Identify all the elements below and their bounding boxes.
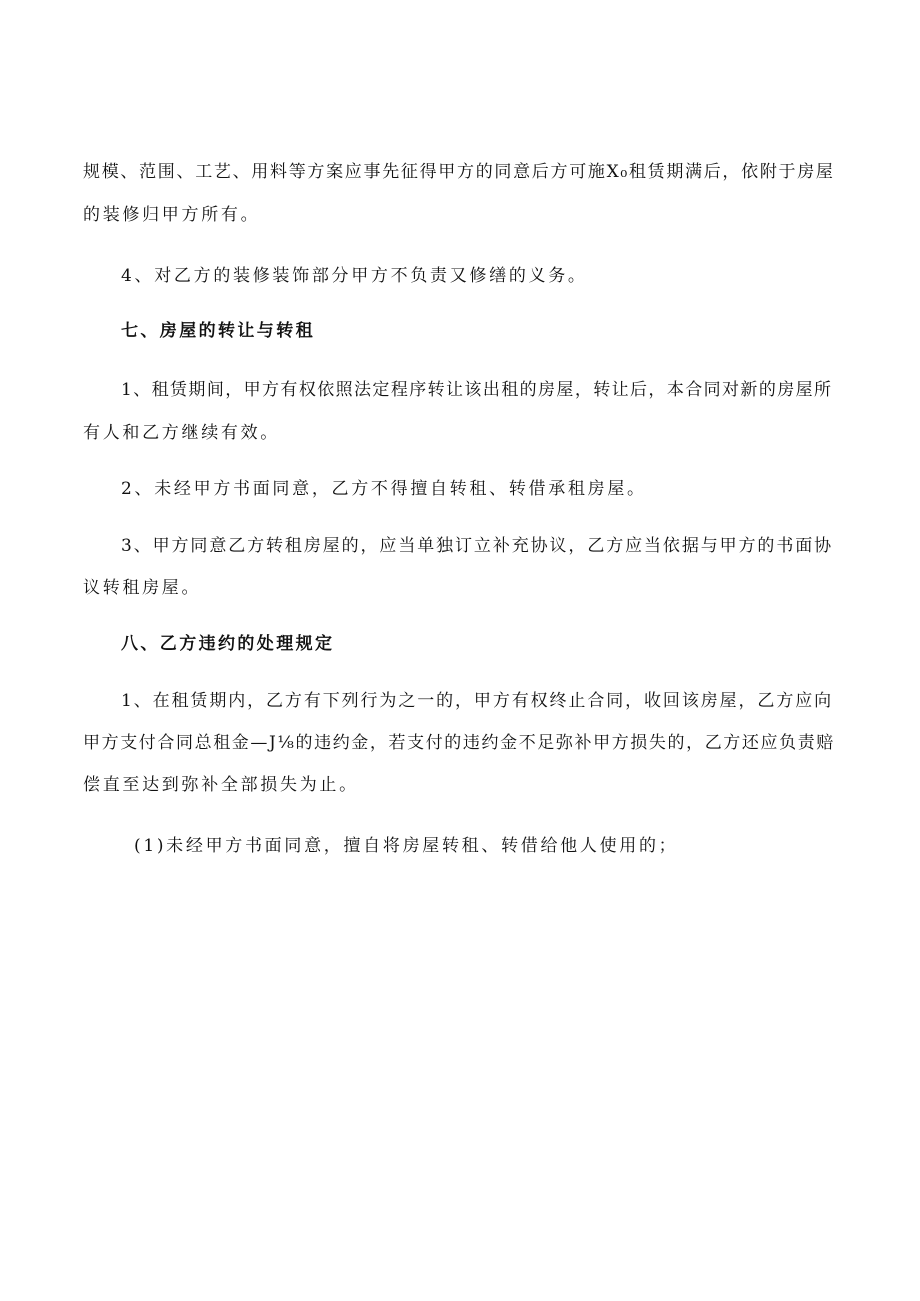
paragraph-line: 偿直至达到弥补全部损失为止。	[83, 775, 359, 795]
section-heading: 七、房屋的转让与转租	[121, 321, 315, 341]
clause-item: 1、在租赁期内，乙方有下列行为之一的，甲方有权终止合同，收回该房屋，乙方应向	[121, 691, 834, 711]
section-heading: 八、乙方违约的处理规定	[121, 634, 335, 654]
sub-item: (1)未经甲方书面同意，擅自将房屋转租、转借给他人使用的；	[134, 836, 679, 856]
paragraph-line: 议转租房屋。	[83, 578, 202, 598]
paragraph-line: 的装修归甲方所有。	[83, 205, 261, 225]
clause-item: 4、对乙方的装修装饰部分甲方不负责又修缮的义务。	[121, 266, 588, 286]
clause-item: 3、甲方同意乙方转租房屋的，应当单独订立补充协议，乙方应当依据与甲方的书面协	[121, 536, 834, 556]
paragraph-line: 有人和乙方继续有效。	[83, 423, 280, 443]
clause-item: 1、租赁期间，甲方有权依照法定程序转让该出租的房屋，转让后，本合同对新的房屋所	[121, 380, 833, 400]
paragraph-line: 规模、范围、工艺、用料等方案应事先征得甲方的同意后方可施X₀租赁期满后，依附于房屋	[83, 162, 835, 182]
paragraph-line: 甲方支付合同总租金—J⅛的违约金，若支付的违约金不足弥补甲方损失的，乙方还应负责赔	[83, 733, 835, 753]
clause-item: 2、未经甲方书面同意，乙方不得擅自转租、转借承租房屋。	[121, 479, 647, 499]
